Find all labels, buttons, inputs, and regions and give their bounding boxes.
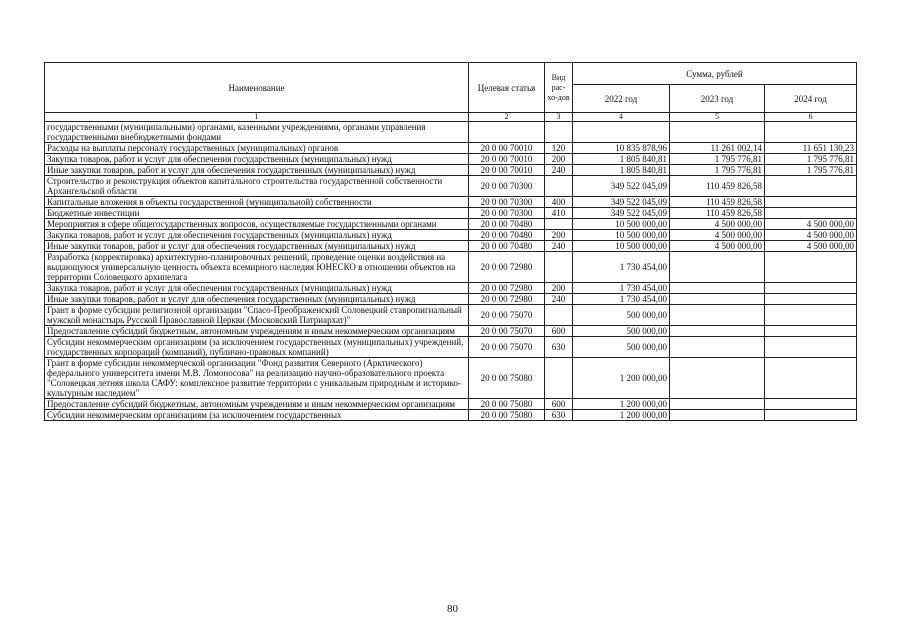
amount-2024-cell [765,410,857,421]
amount-2023-cell [670,358,765,399]
amount-2022-cell [573,122,670,143]
name-cell: Иные закупки товаров, работ и услуг для обеспечения государственных (муниципальных) нужд [45,165,469,176]
amount-2022-cell: 10 500 000,00 [573,241,670,252]
expense-kind-cell: 200 [545,230,573,241]
amount-2024-cell [765,326,857,337]
amount-2022-cell: 500 000,00 [573,337,670,358]
table-row [45,337,857,358]
table-row [45,219,857,230]
amount-2022-cell: 1 730 454,00 [573,283,670,294]
name-cell: государственными (муниципальными) органами, казенными учреждениями, органами управления государственными внебюджетными фондами [45,122,469,143]
table-row [45,230,857,241]
amount-2022-cell: 500 000,00 [573,305,670,326]
amount-2022-cell: 1 805 840,81 [573,154,670,165]
expense-kind-cell: 630 [545,410,573,421]
name-cell: Иные закупки товаров, работ и услуг для обеспечения государственных (муниципальных) нужд [45,241,469,252]
name-cell: Грант в форме субсидии религиозной организации "Спасо-Преображенский Соловецкий ставропигиальный мужской монастырь Русской Православной Церкви (Московский Патриархат)" [45,305,469,326]
table-row [45,122,857,143]
amount-2024-cell: 4 500 000,00 [765,230,857,241]
amount-2023-cell [670,252,765,283]
amount-2022-cell: 1 730 454,00 [573,294,670,305]
amount-2024-cell: 1 795 776,81 [765,165,857,176]
table-row [45,305,857,326]
amount-2022-cell: 10 500 000,00 [573,219,670,230]
table-row [45,143,857,154]
amount-2022-cell: 1 805 840,81 [573,165,670,176]
table-row [45,176,857,197]
amount-2022-cell: 10 835 878,96 [573,143,670,154]
expense-kind-cell: 630 [545,337,573,358]
name-cell: Иные закупки товаров, работ и услуг для обеспечения государственных (муниципальных) нужд [45,294,469,305]
amount-2024-cell: 11 651 130,23 [765,143,857,154]
target-article-cell: 20 0 00 70480 [469,230,545,241]
header-name: Наименование [45,63,469,113]
table-row [45,165,857,176]
expense-kind-cell [545,219,573,230]
amount-2022-cell: 1 200 000,00 [573,399,670,410]
name-cell: Предоставление субсидий бюджетным, автономным учреждениям и иным некоммерческим организациям [45,326,469,337]
target-article-cell: 20 0 00 72980 [469,294,545,305]
amount-2024-cell [765,122,857,143]
target-article-cell: 20 0 00 70010 [469,154,545,165]
amount-2023-cell: 11 261 002,14 [670,143,765,154]
amount-2023-cell: 4 500 000,00 [670,230,765,241]
table-row [45,410,857,421]
expense-kind-cell: 400 [545,197,573,208]
amount-2024-cell [765,305,857,326]
amount-2024-cell [765,197,857,208]
name-cell: Субсидии некоммерческим организациям (за исключением государственных (муниципальных) учреждений, государственных корпораций (компаний), публично-правовых компаний) [45,337,469,358]
target-article-cell: 20 0 00 75080 [469,410,545,421]
expense-kind-cell: 600 [545,399,573,410]
target-article-cell: 20 0 00 70010 [469,165,545,176]
amount-2023-cell: 110 459 826,58 [670,208,765,219]
column-number: 4 [573,113,670,122]
amount-2022-cell: 349 522 045,09 [573,176,670,197]
expense-kind-cell: 240 [545,165,573,176]
column-number: 2 [469,113,545,122]
amount-2023-cell [670,326,765,337]
amount-2023-cell [670,122,765,143]
name-cell: Субсидии некоммерческим организациям (за исключением государственных [45,410,469,421]
amount-2024-cell [765,294,857,305]
amount-2024-cell [765,337,857,358]
target-article-cell: 20 0 00 75070 [469,337,545,358]
name-cell: Строительство и реконструкция объектов капитального строительства государственной собственности Архангельской области [45,176,469,197]
amount-2023-cell: 4 500 000,00 [670,219,765,230]
expense-kind-cell [545,305,573,326]
expense-kind-cell: 600 [545,326,573,337]
budget-table [44,62,857,421]
amount-2022-cell: 10 500 000,00 [573,230,670,241]
expense-kind-cell [545,252,573,283]
amount-2023-cell: 1 795 776,81 [670,165,765,176]
target-article-cell: 20 0 00 70480 [469,219,545,230]
name-cell: Закупка товаров, работ и услуг для обеспечения государственных (муниципальных) нужд [45,230,469,241]
table-row [45,252,857,283]
amount-2024-cell [765,252,857,283]
header-sum: Сумма, рублей [573,63,857,85]
expense-kind-cell [545,122,573,143]
target-article-cell: 20 0 00 75070 [469,305,545,326]
table-row [45,399,857,410]
header-expense-kind: Вид рас-хо-дов [545,63,573,113]
name-cell: Разработка (корректировка) архитектурно-планировочных решений, проведение оценки воздействия на выдающуюся универсальную ценность объекта всемирного наследия ЮНЕСКО в отношении объектов на территории Соловецкого архипелага [45,252,469,283]
table-row [45,294,857,305]
amount-2024-cell [765,176,857,197]
name-cell: Мероприятия в сфере общегосударственных вопросов, осуществляемые государственными органами [45,219,469,230]
expense-kind-cell: 200 [545,154,573,165]
name-cell: Закупка товаров, работ и услуг для обеспечения государственных (муниципальных) нужд [45,154,469,165]
amount-2023-cell [670,294,765,305]
amount-2023-cell: 4 500 000,00 [670,241,765,252]
amount-2023-cell [670,410,765,421]
amount-2023-cell [670,399,765,410]
amount-2023-cell: 1 795 776,81 [670,154,765,165]
table-row [45,208,857,219]
amount-2022-cell: 349 522 045,09 [573,197,670,208]
amount-2022-cell: 1 730 454,00 [573,252,670,283]
column-number: 1 [45,113,469,122]
amount-2022-cell: 349 522 045,09 [573,208,670,219]
amount-2024-cell: 1 795 776,81 [765,154,857,165]
amount-2023-cell [670,283,765,294]
column-number-row [45,113,857,122]
amount-2024-cell [765,358,857,399]
column-number: 5 [670,113,765,122]
target-article-cell: 20 0 00 70300 [469,208,545,219]
page-number: 80 [447,603,458,615]
expense-kind-cell: 240 [545,294,573,305]
name-cell: Закупка товаров, работ и услуг для обеспечения государственных (муниципальных) нужд [45,283,469,294]
amount-2024-cell [765,208,857,219]
amount-2024-cell [765,399,857,410]
name-cell: Расходы на выплаты персоналу государственных (муниципальных) органов [45,143,469,154]
column-number: 6 [765,113,857,122]
expense-kind-cell: 240 [545,241,573,252]
name-cell: Грант в форме субсидии некоммерческой организации "Фонд развития Северного (Арктического) федерального университета имени М.В. Ломоносова" на реализацию научно-образовательного проекта "Соловецкая летняя школа САФУ: комплексное развитие территории с уникальным природным и историко-культурным наследием" [45,358,469,399]
target-article-cell [469,122,545,143]
amount-2023-cell [670,305,765,326]
target-article-cell: 20 0 00 75070 [469,326,545,337]
name-cell: Бюджетные инвестиции [45,208,469,219]
column-number: 3 [545,113,573,122]
table-row [45,154,857,165]
expense-kind-cell: 120 [545,143,573,154]
amount-2022-cell: 500 000,00 [573,326,670,337]
amount-2024-cell: 4 500 000,00 [765,219,857,230]
target-article-cell: 20 0 00 70480 [469,241,545,252]
table-row [45,283,857,294]
amount-2022-cell: 1 200 000,00 [573,358,670,399]
header-target-article: Целевая статья [469,63,545,113]
expense-kind-cell [545,176,573,197]
target-article-cell: 20 0 00 75080 [469,358,545,399]
target-article-cell: 20 0 00 75080 [469,399,545,410]
header-year-2024: 2024 год [765,85,857,113]
expense-kind-cell: 200 [545,283,573,294]
amount-2022-cell: 1 200 000,00 [573,410,670,421]
header-year-2022: 2022 год [573,85,670,113]
header-year-2023: 2023 год [670,85,765,113]
amount-2023-cell: 110 459 826,58 [670,197,765,208]
amount-2024-cell: 4 500 000,00 [765,241,857,252]
target-article-cell: 20 0 00 70010 [469,143,545,154]
expense-kind-cell: 410 [545,208,573,219]
table-row [45,197,857,208]
target-article-cell: 20 0 00 70300 [469,197,545,208]
amount-2024-cell [765,283,857,294]
target-article-cell: 20 0 00 70300 [469,176,545,197]
expense-kind-cell [545,358,573,399]
table-row [45,326,857,337]
table-row [45,358,857,399]
table-row [45,241,857,252]
name-cell: Капитальные вложения в объекты государственной (муниципальной) собственности [45,197,469,208]
amount-2023-cell: 110 459 826,58 [670,176,765,197]
amount-2023-cell [670,337,765,358]
name-cell: Предоставление субсидий бюджетным, автономным учреждениям и иным некоммерческим организациям [45,399,469,410]
target-article-cell: 20 0 00 72980 [469,283,545,294]
target-article-cell: 20 0 00 72980 [469,252,545,283]
